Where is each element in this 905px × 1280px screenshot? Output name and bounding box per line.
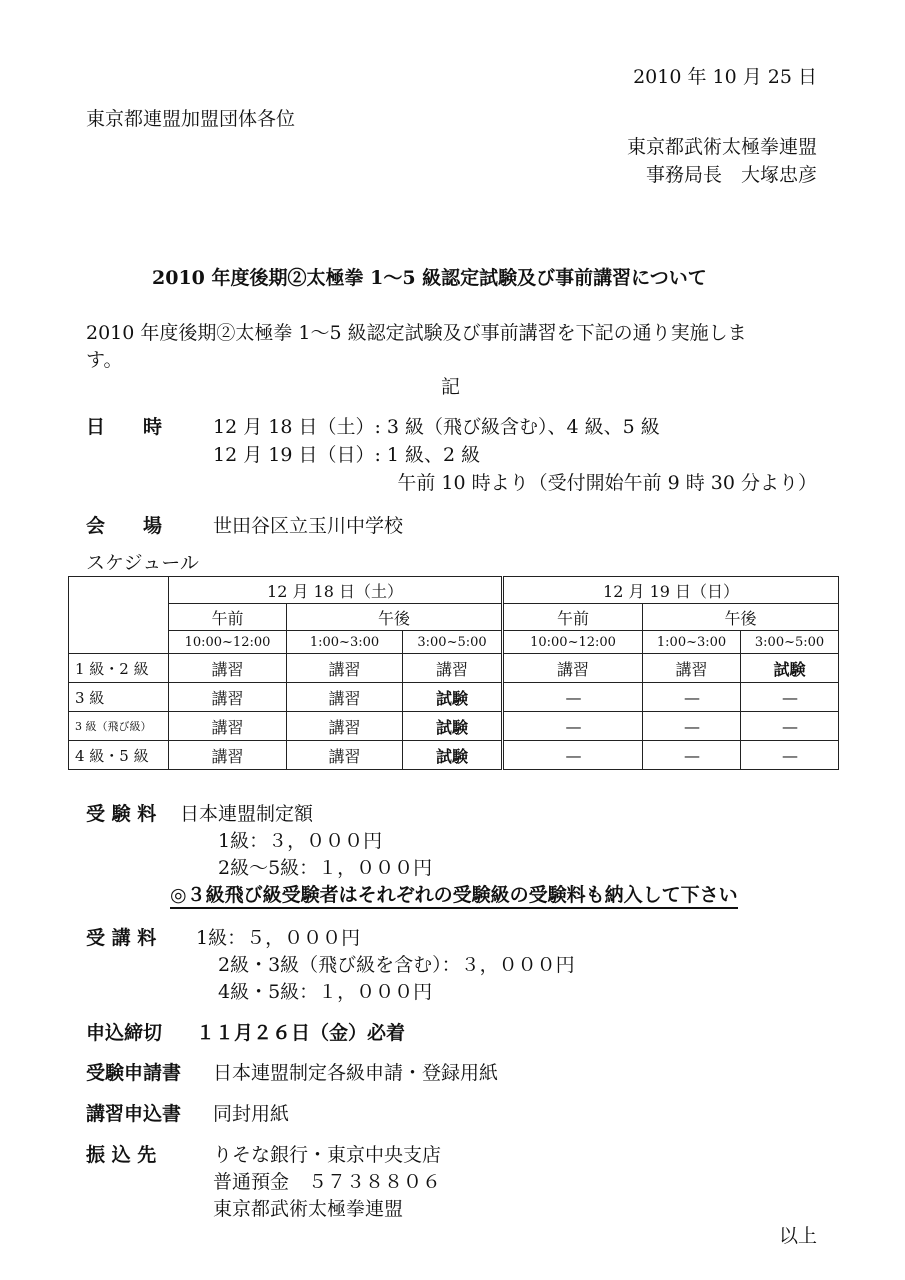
- course-fee-line-1: 1級：５，０００円: [196, 927, 361, 949]
- schedule-pm-1: 午後: [287, 604, 503, 631]
- table-cell: 講習: [503, 654, 643, 683]
- table-cell: —: [503, 712, 643, 741]
- table-cell: —: [643, 712, 741, 741]
- table-cell: 講習: [643, 654, 741, 683]
- deadline-value: １１月２６日（金）必着: [196, 1022, 406, 1044]
- row-label: 1 級・2 級: [69, 654, 169, 683]
- schedule-time: 3:00~5:00: [741, 631, 839, 654]
- datetime-line-3: 午前 10 時より（受付開始午前 9 時 30 分より）: [397, 472, 817, 494]
- exam-fee-note-text: ◎３級飛び級受験者はそれぞれの受験級の受験料も納入して下さい: [170, 884, 738, 909]
- schedule-day-2: 12 月 19 日（日）: [503, 577, 839, 604]
- schedule-day-1: 12 月 18 日（土）: [169, 577, 503, 604]
- datetime-label: 日 時: [86, 416, 163, 438]
- schedule-table: [68, 576, 839, 770]
- table-cell: 試験: [403, 683, 503, 712]
- exam-fee-value: 日本連盟制定額: [180, 803, 314, 825]
- course-fee-line-2: 2級・3級（飛び級を含む）：３，０００円: [218, 954, 575, 976]
- table-cell: —: [741, 741, 839, 770]
- course-application-label: 講習申込書: [86, 1103, 182, 1125]
- table-cell: 講習: [403, 654, 503, 683]
- course-application-value: 同封用紙: [213, 1103, 290, 1125]
- row-label: 3 級（飛び級）: [69, 712, 169, 741]
- schedule-am-2: 午前: [503, 604, 643, 631]
- table-cell: —: [503, 683, 643, 712]
- table-cell: 講習: [287, 741, 403, 770]
- intro-line-2: す。: [86, 349, 123, 371]
- closing: 以上: [778, 1225, 817, 1247]
- transfer-line-2: 普通預金 ５７３８８０６: [213, 1171, 442, 1193]
- exam-fee-note: [170, 880, 738, 907]
- table-row: [69, 741, 839, 770]
- ki-mark: 記: [441, 376, 461, 398]
- table-row: [69, 654, 839, 683]
- table-cell: —: [741, 712, 839, 741]
- table-row: [69, 712, 839, 741]
- letter-date: 2010 年 10 月 25 日: [633, 66, 817, 88]
- table-cell: 試験: [403, 741, 503, 770]
- table-cell: —: [643, 683, 741, 712]
- schedule-time: 3:00~5:00: [403, 631, 503, 654]
- sender-signature: [646, 160, 817, 187]
- table-cell: —: [503, 741, 643, 770]
- deadline-label: 申込締切: [86, 1022, 163, 1044]
- table-cell: 講習: [287, 712, 403, 741]
- row-label: 3 級: [69, 683, 169, 712]
- datetime-line-2: 12 月 19 日（日）: 1 級、2 級: [213, 444, 481, 466]
- table-row: [69, 683, 839, 712]
- sender-organization: 東京都武術太極拳連盟: [626, 136, 817, 158]
- exam-fee-line-1: 1級：３，０００円: [218, 830, 383, 852]
- intro-line-1: 2010 年度後期②太極拳 1～5 級認定試験及び事前講習を下記の通り実施しま: [86, 322, 747, 344]
- table-cell: 試験: [403, 712, 503, 741]
- table-cell: 講習: [287, 683, 403, 712]
- table-cell: —: [741, 683, 839, 712]
- table-cell: 講習: [169, 683, 287, 712]
- exam-fee-line-2: 2級～5級：１，０００円: [218, 857, 433, 879]
- sender-name: 大塚忠彦: [740, 164, 817, 186]
- transfer-line-1: りそな銀行・東京中央支店: [213, 1144, 442, 1166]
- table-cell: 試験: [741, 654, 839, 683]
- schedule-time: 10:00~12:00: [169, 631, 287, 654]
- transfer-label: 振 込 先: [86, 1144, 157, 1166]
- schedule-time: 10:00~12:00: [503, 631, 643, 654]
- transfer-line-3: 東京都武術太極拳連盟: [213, 1198, 404, 1220]
- schedule-am-1: 午前: [169, 604, 287, 631]
- document-title: 2010 年度後期②太極拳 1～5 級認定試験及び事前講習について: [152, 267, 707, 289]
- course-fee-line-3: 4級・5級：１，０００円: [218, 981, 433, 1003]
- application-value: 日本連盟制定各級申請・登録用紙: [213, 1062, 499, 1084]
- venue-label: 会 場: [86, 515, 163, 537]
- addressee: 東京都連盟加盟団体各位: [86, 108, 296, 130]
- course-fee-label: 受 講 料: [86, 927, 157, 949]
- schedule-time: 1:00~3:00: [287, 631, 403, 654]
- table-cell: 講習: [169, 654, 287, 683]
- application-label: 受験申請書: [86, 1062, 182, 1084]
- row-label: 4 級・5 級: [69, 741, 169, 770]
- table-cell: —: [643, 741, 741, 770]
- venue-value: 世田谷区立玉川中学校: [213, 515, 404, 537]
- schedule-time: 1:00~3:00: [643, 631, 741, 654]
- schedule-pm-2: 午後: [643, 604, 839, 631]
- sender-position: 事務局長: [645, 164, 722, 186]
- table-cell: 講習: [169, 741, 287, 770]
- table-cell: 講習: [287, 654, 403, 683]
- schedule-label: スケジュール: [86, 552, 199, 574]
- schedule-corner: [69, 577, 169, 654]
- exam-fee-label: 受 験 料: [86, 803, 157, 825]
- table-cell: 講習: [169, 712, 287, 741]
- datetime-line-1: 12 月 18 日（土）: 3 級（飛び級含む）、4 級、5 級: [213, 416, 660, 438]
